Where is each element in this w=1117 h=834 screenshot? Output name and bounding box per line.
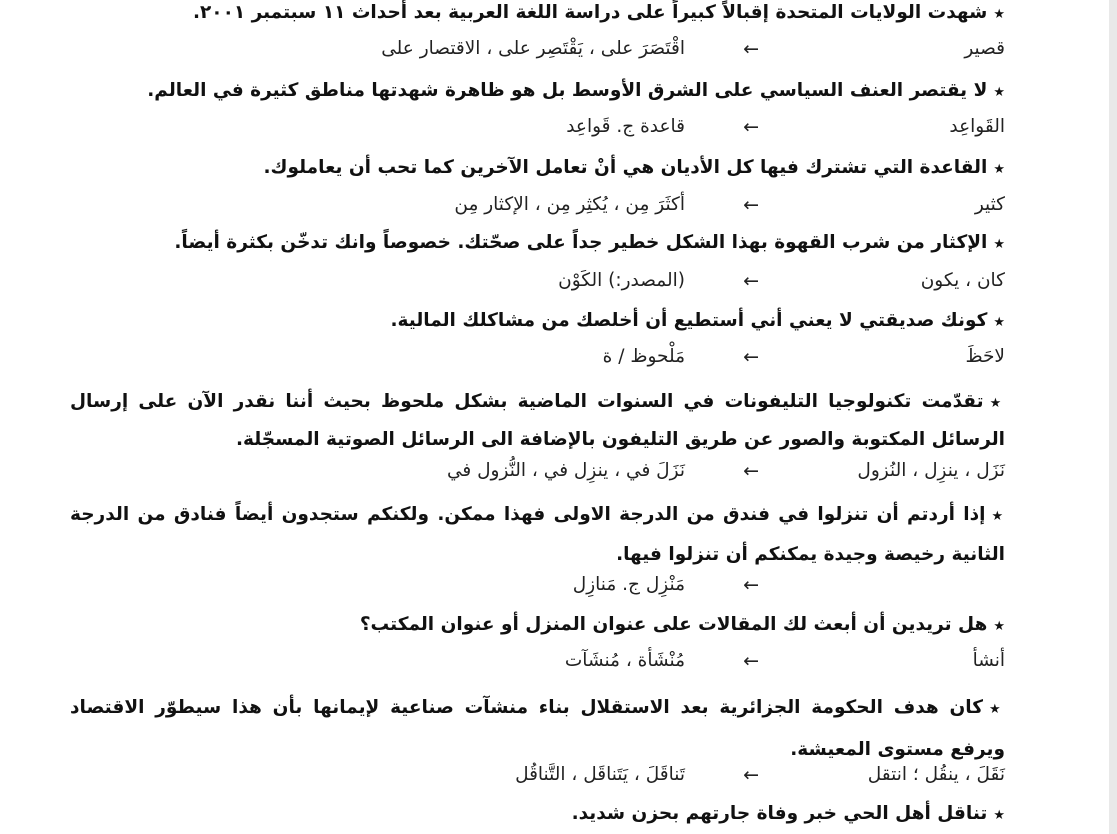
derived-forms: قاعدة ج. قَواعِد [566,116,685,137]
derived-forms: اقْتَصَرَ على ، يَقْتَصِر على ، الاقتصار على [381,38,685,59]
example-sentence [360,614,1005,635]
derived-forms: تَناقَلَ ، يَتَناقَل ، التَّناقُل [515,764,685,785]
sentence-text: إذا أردتم أن تنزلوا في فندق من الدرجة الاولى فهذا ممكن. ولكنكم ستجدون أيضاً فنادق من الدرجة الثانية رخيصة وجيدة يمكنكم أن تنزلوا فيها. [70,504,1005,565]
derived-forms: (المصدر:) الكَوْن [558,270,685,291]
root-word: لاحَظَ [965,346,1005,367]
arrow-icon: ← [743,346,759,368]
root-word: القَواعِد [949,116,1005,137]
arrow-icon: ← [743,194,759,216]
derivation-row [165,650,1005,678]
sentence-text: الإكثار من شرب القهوة بهذا الشكل خطير جداً على صحّتك. خصوصاً وانك تدخّن بكثرة أيضاً. [174,232,988,253]
derivation-row [165,116,1005,144]
sentence-text: كان هدف الحكومة الجزائرية بعد الاستقلال بناء منشآت صناعية لإيمانها بأن هذا سيطوّر الاقتصاد ويرفع مستوى المعيشة. [70,697,1005,760]
derived-forms: نَزَلَ في ، ينزِل في ، النُّزول في [446,460,685,481]
derived-forms: مَلْحوظ / ة [602,346,685,367]
root-word: قصير [964,38,1005,59]
star-bullet-icon: ★ [993,85,1005,100]
example-sentence [391,310,1005,331]
star-bullet-icon: ★ [989,396,1006,411]
derived-forms: مَنْزِل ج. مَنازِل [572,574,685,595]
sentence-text: هل تريدين أن أبعث لك المقالات على عنوان المنزل أو عنوان المكتب؟ [359,614,988,635]
derivation-row [165,38,1005,66]
arrow-icon: ← [743,764,759,786]
star-bullet-icon: ★ [993,162,1005,177]
arrow-icon: ← [743,460,759,482]
arrow-icon: ← [743,116,759,138]
star-bullet-icon: ★ [993,7,1005,22]
example-sentence [70,384,1005,458]
derivation-row [165,346,1005,374]
arrow-icon: ← [743,270,759,292]
arrow-icon: ← [743,650,759,672]
derived-forms: أكثَرَ مِن ، يُكثِر مِن ، الإكثار مِن [454,194,685,215]
root-word: كان ، يكون [920,270,1005,291]
example-sentence [70,688,1005,770]
derivation-row [165,270,1005,298]
derivation-row [165,764,1005,792]
star-bullet-icon: ★ [993,237,1005,252]
example-sentence [174,232,1005,253]
star-bullet-icon: ★ [989,702,1005,717]
star-bullet-icon: ★ [991,509,1005,524]
sentence-text: تناقل أهل الحي خبر وفاة جارتهم بحزن شديد. [571,803,988,824]
root-word: نَزَل ، ينزِل ، النُزول [857,460,1005,481]
root-word: كثير [974,194,1005,215]
sentence-text: لا يقتصر العنف السياسي على الشرق الأوسط بل هو ظاهرة شهدتها مناطق كثيرة في العالم. [147,80,988,101]
star-bullet-icon: ★ [993,619,1005,634]
arrow-icon: ← [743,38,759,60]
sentence-text: شهدت الولايات المتحدة إقبالاً كبيراً على دراسة اللغة العربية بعد أحداث ١١ سبتمبر ٢٠٠١. [192,2,988,23]
star-bullet-icon: ★ [993,315,1005,330]
example-sentence [147,80,1005,101]
root-word: نَقَلَ ، ينقُل ؛ انتقل [867,764,1005,785]
derivation-row [165,574,1005,602]
sentence-text: القاعدة التي تشترك فيها كل الأديان هي أنْ تعامل الآخرين كما تحب أن يعاملوك. [263,157,988,178]
scan-edge-shadow [1109,0,1117,834]
star-bullet-icon: ★ [993,808,1005,823]
example-sentence [193,2,1005,23]
derivation-row [165,460,1005,488]
arrow-icon: ← [743,574,759,596]
root-word: أنشأ [972,650,1005,671]
derived-forms: مُنْشَأة ، مُنشَآت [564,650,685,671]
sentence-text: كونك صديقتي لا يعني أني أستطيع أن أخلصك من مشاكلك المالية. [390,310,988,331]
derivation-row [165,194,1005,222]
example-sentence [264,157,1005,178]
sentence-text: تقدّمت تكنولوجيا التليفونات في السنوات الماضية بشكل ملحوظ بحيث أننا نقدر الآن على إرسال الرسائل المكتوبة والصور عن طريق التليفون بالإضافة الى الرسائل الصوتية المسجّلة. [70,391,1005,450]
example-sentence [572,803,1005,824]
example-sentence [70,496,1005,574]
